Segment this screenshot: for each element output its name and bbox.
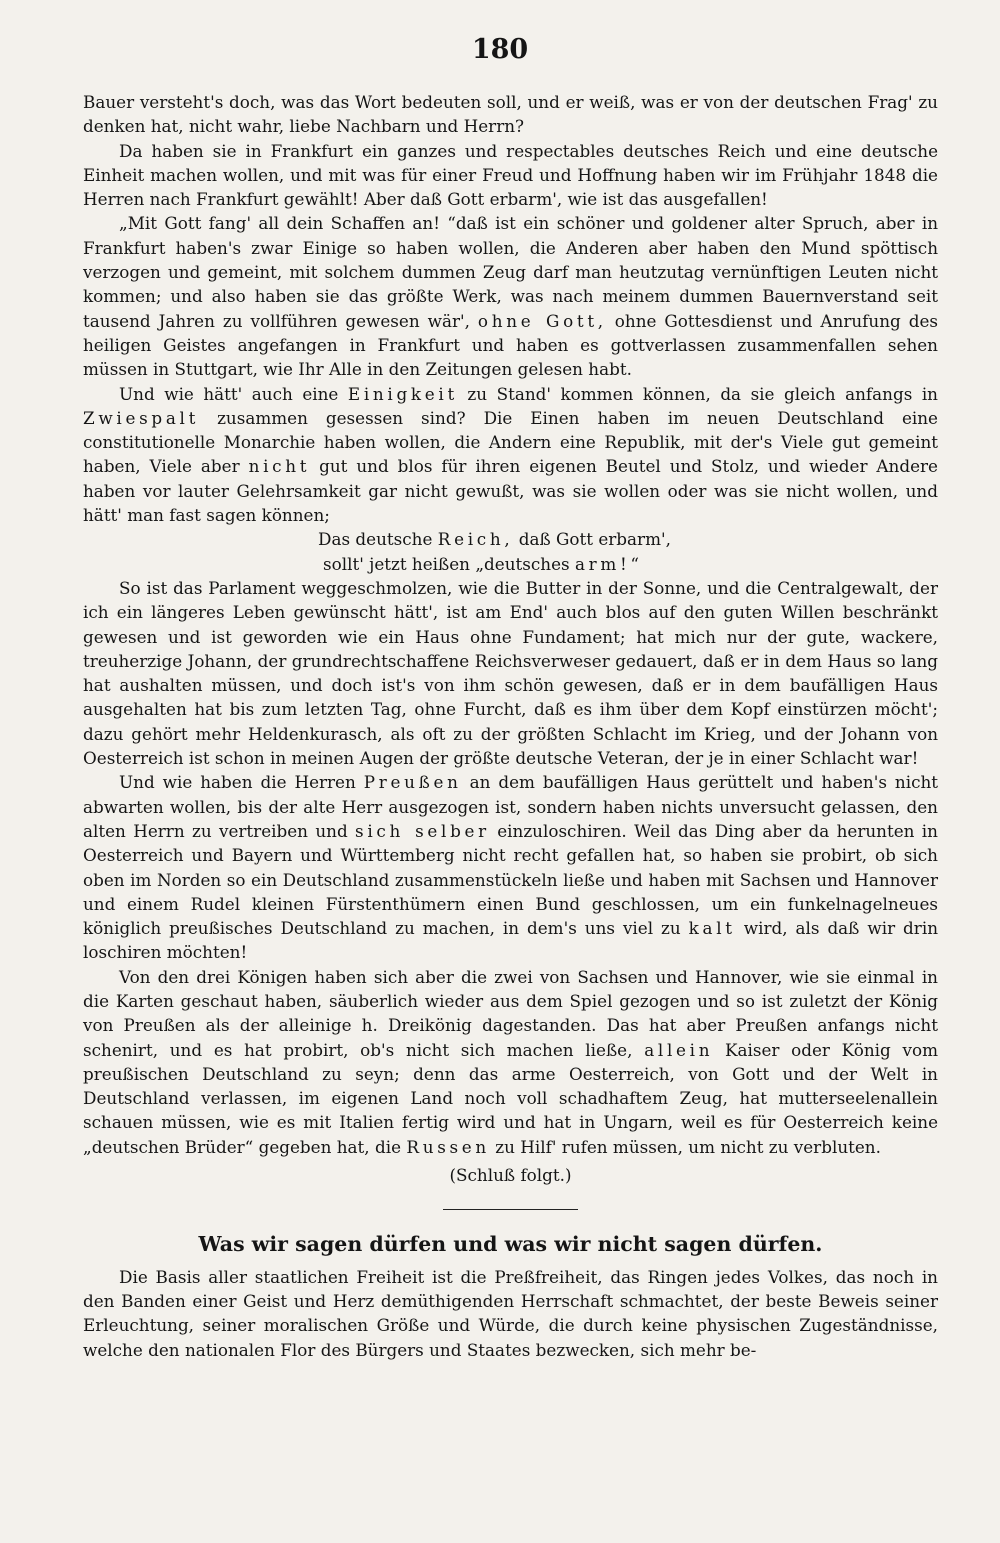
spaced-text: sich selber bbox=[355, 820, 490, 841]
page-number: 180 bbox=[471, 34, 529, 65]
paragraph: Die Basis aller staatlichen Freiheit ist die Preßfreiheit, das Ringen jedes Volkes, das noch in den Banden einer Geist und Herz demüthigenden Herrschaft schmachtet, der beste Beweis seiner Erleuchtung, seiner moralischen Größe und Würde, die durch keine physischen Zugeständnisse, welche den nationalen Flor des Bürgers und Staates bezwecken, sich mehr be- bbox=[83, 1266, 938, 1360]
text-run: Von den drei Königen haben sich aber die zwei von Sachsen und Hannover, wie sie einmal in die Karten geschaut haben, säuberlich wieder aus dem Spiel gezogen und so ist zuletzt der König von Preußen als der alleinige h. Dreikönig dagestanden. Das hat aber Preußen anfangs nicht schenirt, und es hat probirt, ob's nicht sich machen ließe, bbox=[83, 966, 938, 1060]
spaced-text: ohne Gott, bbox=[477, 310, 607, 331]
text-run: an dem baufälligen Haus gerüttelt und haben's nicht abwarten wollen, bis der alte Herr ausgezogen ist, sondern haben nichts unversucht gelassen, den alten Herrn zu vertreiben und bbox=[83, 772, 939, 841]
text-run: wird, als daß wir drin loschiren möchten! bbox=[83, 918, 938, 963]
spaced-text: Einigkeit bbox=[347, 383, 458, 404]
text-run: Und wie haben die Herren bbox=[119, 772, 356, 793]
verse-line bbox=[83, 527, 938, 551]
text-run: zu Stand' kommen können, da sie gleich anfangs in bbox=[467, 383, 938, 404]
text-run: Das deutsche bbox=[318, 529, 433, 550]
text-run: zu Hilf' rufen müssen, um nicht zu verbluten. bbox=[495, 1136, 881, 1157]
spaced-text: Zwiespalt bbox=[83, 407, 200, 428]
verse-line bbox=[83, 552, 938, 576]
spaced-text: allein bbox=[644, 1039, 714, 1060]
text-column bbox=[83, 90, 938, 1362]
article-heading: Was wir sagen dürfen und was wir nicht sagen dürfen. bbox=[198, 1232, 823, 1257]
text-run: “ bbox=[630, 553, 640, 574]
text-run: gut und blos für ihren eigenen Beutel und Stolz, und wieder Andere haben vor lauter Gelehrsamkeit gar nicht gewußt, was sie wollen oder was sie nicht wollen, und hätt' man fast sagen können; bbox=[83, 456, 938, 526]
text-run: zusammen gesessen sind? Die Einen haben im neuen Deutschland eine constitutionelle Monarchie haben wollen, die Andern eine Republik, mit der's Viele gut gemeint haben, Viele aber bbox=[83, 407, 938, 477]
spaced-text: Russen bbox=[406, 1136, 490, 1157]
to-be-continued-note: (Schluß folgt.) bbox=[449, 1165, 572, 1186]
text-run: „Mit Gott fang' all dein Schaffen an! “daß ist ein schöner und goldener alter Spruch, aber in Frankfurt haben's zwar Einige so haben wollen, die Anderen aber haben den Mund spöttisch verzogen und gemeint, mit solchem dummen Zeug darf man heutzutag vernünftigen Leuten nicht kommen; und also haben sie das größte Werk, was nach meinem dummen Bauernverstand seit tausend Jahren zu vollführen gewesen wär', bbox=[83, 213, 938, 331]
paragraph bbox=[83, 770, 938, 964]
spaced-text: arm! bbox=[574, 553, 631, 574]
text-run: ohne Gottesdienst und Anrufung des heiligen Geistes angefangen in Frankfurt und haben es gottverlassen zusammenfallen sehen müssen in Stuttgart, wie Ihr Alle in den Zeitungen gelesen habt. bbox=[83, 310, 938, 380]
section-divider bbox=[443, 1209, 578, 1210]
text-run: daß Gott erbarm', bbox=[518, 529, 671, 550]
text-run: Kaiser oder König vom preußischen Deutschland zu seyn; denn das arme Oesterreich, von Gott und der Welt in Deutschland verlassen, im eigenen Land noch voll schadhaftem Zeug, hat mutterseelenallein schauen müssen, wie es mit Italien fertig wird und hat in Ungarn, weil es für Oesterreich keine „deutschen Brüder“ gegeben hat, die bbox=[83, 1039, 938, 1157]
paragraph bbox=[83, 211, 938, 381]
paragraph: Da haben sie in Frankfurt ein ganzes und respectables deutsches Reich und eine deutsche Einheit machen wollen, und mit was für einer Freud und Hoffnung haben wir im Frühjahr 1848 die Herren nach Frankfurt gewählt! Aber daß Gott erbarm', wie ist das ausgefallen! bbox=[83, 140, 938, 210]
text-run: einzuloschiren. Weil das Ding aber da herunten in Oesterreich und Bayern und Württemberg nicht recht gefallen hat, so haben sie probirt, ob sich oben im Norden so ein Deutschland zusammenstückeln ließe und haben mit Sachsen und Hannover und einem Rudel kleinen Fürstenthümern einen Bund geschlossen, um ein funkelnagelneues königlich preußisches Deutschland zu machen, in dem's uns viel zu bbox=[83, 820, 938, 939]
paragraph bbox=[83, 965, 938, 1159]
spaced-text: kalt bbox=[688, 918, 736, 939]
spaced-text: Preußen bbox=[363, 772, 462, 793]
paragraph bbox=[83, 382, 938, 528]
continuation-paragraph: Bauer versteht's doch, was das Wort bedeuten soll, und er weiß, was er von der deutschen Frag' zu denken hat, nicht wahr, liebe Nachbarn und Herrn? bbox=[83, 92, 938, 137]
spaced-text: Reich, bbox=[437, 529, 514, 550]
text-run: sollt' jetzt heißen „deutsches bbox=[323, 553, 570, 574]
paragraph: So ist das Parlament weggeschmolzen, wie die Butter in der Sonne, und die Centralgewalt, der ich ein längeres Leben gewünscht hätt', ist am End' auch blos auf den guten Willen beschränkt gewesen und ist geworden wie ein Haus ohne Fundament; hat mich nur der gute, wackere, treuherzige Johann, der grundrechtschaffene Reichsverweser gedauert, daß er in dem Haus so lang hat aushalten müssen, und doch ist's von ihm schön gewesen, daß er in dem baufälligen Haus ausgehalten hat bis zum letzten Tag, ohne Furcht, daß es ihm über dem Kopf einstürzen möcht'; dazu gehört mehr Heldenkurasch, als oft zu der größten Schlacht im Krieg, und der Johann von Oesterreich ist schon in meinen Augen der größte deutsche Veteran, der je in einer Schlacht war! bbox=[83, 577, 938, 769]
text-run: Und wie hätt' auch eine bbox=[119, 383, 339, 404]
spaced-text: nicht bbox=[248, 456, 311, 477]
